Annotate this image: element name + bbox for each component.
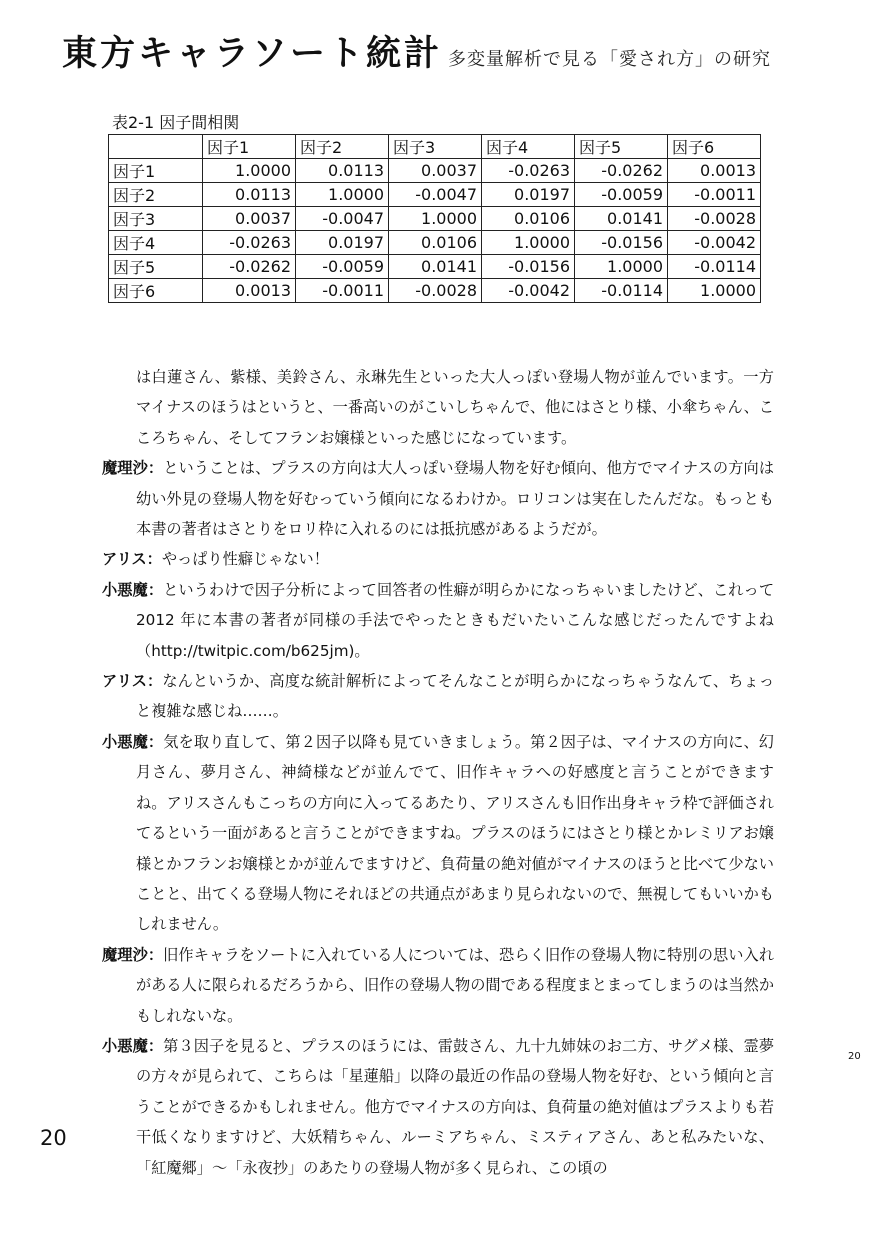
table-cell: -0.0047 [389,183,482,207]
paragraph-text: 旧作キャラをソートに入れている人については、恐らく旧作の登場人物に特別の思い入れがある人に限られるだろうから、旧作の登場人物の間である程度まとまってしまうのは当然かもしれないな。 [136,945,775,1025]
table-row [109,231,761,255]
paragraph-text: なんというか、高度な統計解析によってそんなことが明らかになっちゃうなんて、ちょっと複雑な感じね……。 [136,672,775,721]
dialogue-paragraph [102,1031,774,1183]
table-cell: 0.0141 [389,255,482,279]
speaker-label: 小悪魔： [102,1036,164,1055]
table-cell: -0.0011 [668,183,761,207]
speaker-label: 魔理沙： [102,945,164,964]
table-cell: -0.0042 [482,279,575,303]
row-label: 因子5 [109,255,203,279]
table-header-cell: 因子2 [296,135,389,159]
table-cell: -0.0263 [482,159,575,183]
table-header-cell: 因子3 [389,135,482,159]
table-cell: -0.0042 [668,231,761,255]
table-row [109,207,761,231]
table-cell: 0.0106 [389,231,482,255]
table-cell: 1.0000 [389,207,482,231]
speaker-label: 小悪魔： [102,732,164,751]
paragraph [102,362,774,453]
table-cell: -0.0011 [296,279,389,303]
table-header-cell: 因子6 [668,135,761,159]
speaker-label: 小悪魔： [102,580,164,599]
table-cell: 0.0197 [482,183,575,207]
paragraph-text: は白蓮さん、紫様、美鈴さん、永琳先生といった大人っぽい登場人物が並んでいます。一方マイナスのほうはというと、一番高いのがこいしちゃんで、他にはさとり様、小傘ちゃん、こころちゃん、そしてフランお嬢様といった感じになっています。 [136,368,774,447]
table-header-row [109,135,761,159]
factor-correlation-table [108,134,761,303]
table-cell: 0.0197 [296,231,389,255]
book-title: 東方キャラソート統計 [62,34,443,74]
row-label: 因子2 [109,183,203,207]
paragraph-text: 気を取り直して、第２因子以降も見ていきましょう。第２因子は、マイナスの方向に、幻月さん、夢月さん、神綺様などが並んでて、旧作キャラへの好感度と言うことができますね。アリスさんもこっちの方向に入ってるあたり、アリスさんも旧作出身キャラ枠で評価されてるという一面があると言うことができますね。プラスのほうにはさとり様とかレミリアお嬢様とかフランお嬢様とかが並んでますけど、負荷量の絶対値がマイナスのほうと比べて少ないことと、出てくる登場人物にそれほどの共通点があまり見られないので、無視してもいいかもしれません。 [136,732,774,934]
table-cell: 0.0013 [203,279,296,303]
table-caption: 表2-1 因子間相関 [112,113,240,132]
table-cell: 0.0013 [668,159,761,183]
table-cell: -0.0156 [482,255,575,279]
dialogue-paragraph [102,575,774,666]
table-cell: 1.0000 [575,255,668,279]
page-header [62,26,852,74]
dialogue-paragraph [102,666,774,727]
paragraph-text: ということは、プラスの方向は大人っぽい登場人物を好む傾向、他方でマイナスの方向は幼い外見の登場人物を好むっていう傾向になるわけか。ロリコンは実在したんだな。もっとも本書の著者はさとりをロリ枠に入れるのには抵抗感があるようだが。 [136,459,775,539]
table-row [109,255,761,279]
table-row [109,279,761,303]
table-cell: 0.0141 [575,207,668,231]
table-cell: 1.0000 [482,231,575,255]
dialogue-paragraph [102,544,774,574]
table-cell: 0.0106 [482,207,575,231]
table-cell: 0.0113 [296,159,389,183]
table-cell: 0.0037 [203,207,296,231]
table-cell: -0.0262 [575,159,668,183]
table-cell: -0.0156 [575,231,668,255]
body-text [102,362,774,1183]
table-cell: -0.0114 [575,279,668,303]
table-cell: -0.0028 [389,279,482,303]
table-cell: -0.0059 [575,183,668,207]
table-cell: -0.0047 [296,207,389,231]
paragraph-text: 第３因子を見ると、プラスのほうには、雷鼓さん、九十九姉妹のお二方、サグメ様、霊夢の方々が見られて、こちらは「星蓮船」以降の最近の作品の登場人物を好む、という傾向と言うことができるかもしれません。他方でマイナスの方向は、負荷量の絶対値はプラスよりも若干低くなりますけど、大妖精ちゃん、ルーミアちゃん、ミスティアさん、あと私みたいな、「紅魔郷」～「永夜抄」のあたりの登場人物が多く見られ、この頃の [136,1036,775,1177]
row-label: 因子6 [109,279,203,303]
row-label: 因子3 [109,207,203,231]
table-cell: -0.0262 [203,255,296,279]
table-cell: 1.0000 [203,159,296,183]
table-row [109,159,761,183]
book-subtitle: 多変量解析で見る「愛され方」の研究 [448,49,772,70]
table-header-cell: 因子5 [575,135,668,159]
table-header-cell [109,135,203,159]
table-cell: -0.0263 [203,231,296,255]
row-label: 因子1 [109,159,203,183]
page-number-small: 20 [848,1051,861,1062]
speaker-label: アリス： [102,672,163,691]
speaker-label: アリス： [102,550,162,569]
table-cell: 0.0037 [389,159,482,183]
table-cell: -0.0059 [296,255,389,279]
paragraph-text: やっぱり性癖じゃない！ [161,550,329,569]
table-cell: -0.0114 [668,255,761,279]
row-label: 因子4 [109,231,203,255]
table-cell: 1.0000 [668,279,761,303]
table-cell: -0.0028 [668,207,761,231]
dialogue-paragraph [102,940,774,1031]
dialogue-paragraph [102,453,774,544]
page-number: 20 [40,1126,67,1150]
table-header-cell: 因子4 [482,135,575,159]
table-row [109,183,761,207]
dialogue-paragraph [102,727,774,940]
table-cell: 1.0000 [296,183,389,207]
table-header-cell: 因子1 [203,135,296,159]
table-cell: 0.0113 [203,183,296,207]
speaker-label: 魔理沙： [102,459,164,478]
paragraph-text: というわけで因子分析によって回答者の性癖が明らかになっちゃいましたけど、これって 2012 年に本書の著者が同様の手法でやったときもだいたいこんな感じだったんですよね（http://twitpic.com/b625jm)。 [136,580,775,660]
